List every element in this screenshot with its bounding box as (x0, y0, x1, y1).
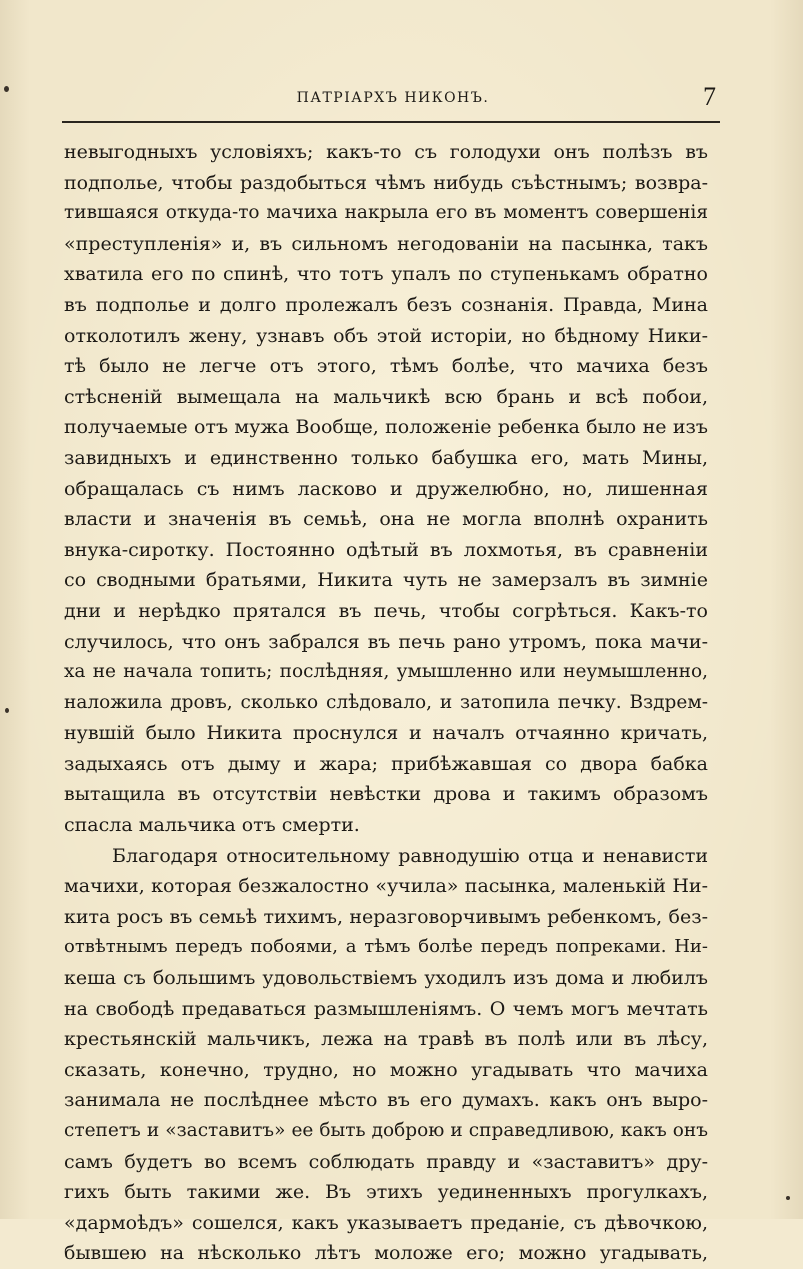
paragraph-end-line: спасла мальчика отъ смерти. (64, 814, 360, 837)
text-line: завидныхъ и единственно только бабушка его, мать Мины, (64, 446, 708, 469)
text-line: вытащила въ отсутствіи невѣстки дрова и такимъ образомъ (64, 783, 708, 806)
ink-spot (4, 86, 9, 92)
running-head-title: ПАТРІАРХЪ НИКОНЪ. (296, 90, 490, 106)
text-line: степетъ и «заставитъ» ее быть доброю и справедливою, какъ онъ (64, 1120, 708, 1141)
text-line: отвѣтнымъ передъ побоями, а тѣмъ болѣе передъ попреками. Ни- (64, 936, 708, 958)
header-rule (62, 121, 720, 123)
text-line: хватила его по спинѣ, что тотъ упалъ по ступенькамъ обратно (64, 263, 708, 286)
text-line: наложила дровъ, сколько слѣдовало, и затопила печку. Вздрем- (64, 691, 708, 713)
text-line: занимала не послѣднее мѣсто въ его думахъ. какъ онъ выро- (64, 1089, 708, 1112)
text-line: мачихи, которая безжалостно «учила» пасынка, маленькій Ни- (64, 875, 708, 898)
paragraph-start-line: Благодаря относительному равнодушію отца и ненависти (112, 844, 708, 867)
text-line: стѣсненій вымещала на мальчикѣ всю брань и всѣ побои, (64, 385, 708, 408)
text-line: задыхаясь отъ дыму и жара; прибѣжавшая со двора бабка (64, 752, 708, 775)
text-line: сказать, конечно, трудно, но можно угадывать что мачиха (64, 1058, 708, 1081)
text-line: нувшій было Никита проснулся и началъ отчаянно кричать, (64, 722, 708, 745)
text-line: тившаяся откуда-то мачиха накрыла его въ моментъ совершенія (64, 202, 708, 224)
ink-spot (786, 1196, 790, 1200)
text-line: кеша съ большимъ удовольствіемъ уходилъ изъ дома и любилъ (64, 967, 708, 990)
text-line: на свободѣ предаваться размышленіямъ. О чемъ могъ мечтать (64, 997, 708, 1020)
text-line: ха не начала топить; послѣдняя, умышленно или неумышленно, (64, 661, 708, 683)
text-line: внука-сиротку. Постоянно одѣтый въ лохмотья, въ сравненіи (64, 538, 708, 561)
text-line: бывшею на нѣсколько лѣтъ моложе его; можно угадывать, (64, 1242, 708, 1265)
text-line: со сводными братьями, Никита чуть не замерзалъ въ зимніе (64, 569, 708, 592)
text-line: гихъ быть такими же. Въ этихъ уединенныхъ прогулкахъ, (64, 1181, 708, 1204)
text-line: кита росъ въ семьѣ тихимъ, неразговорчивымъ ребенкомъ, без- (64, 905, 708, 928)
text-line: получаемые отъ мужа Вообще, положеніе ребенка было не изъ (64, 416, 708, 439)
text-line: власти и значенія въ семьѣ, она не могла вполнѣ охранить (64, 508, 708, 531)
text-line: дни и нерѣдко прятался въ печь, чтобы согрѣться. Какъ-то (64, 599, 708, 622)
text-line: обращалась съ нимъ ласково и дружелюбно, но, лишенная (64, 477, 708, 500)
text-line: отколотилъ жену, узнавъ объ этой исторіи, но бѣдному Ники- (64, 324, 708, 347)
text-line: случилось, что онъ забрался въ печь рано утромъ, пока мачи- (64, 630, 708, 653)
page-number: 7 (703, 82, 716, 111)
text-line: подполье, чтобы раздобыться чѣмъ нибудь съѣстнымъ; возвра- (64, 171, 708, 194)
running-head (68, 82, 718, 116)
body-text (64, 137, 708, 1269)
ink-spot (5, 708, 9, 713)
text-line: «дармоѣдъ» сошелся, какъ указываетъ преданіе, съ дѣвочкою, (64, 1211, 708, 1234)
text-line: «преступленія» и, въ сильномъ негодованіи на пасынка, такъ (64, 232, 708, 255)
text-line: тѣ было не легче отъ этого, тѣмъ болѣе, что мачиха безъ (64, 355, 708, 378)
text-line: невыгодныхъ условіяхъ; какъ-то съ голодухи онъ полѣзъ въ (64, 141, 708, 163)
text-line: самъ будетъ во всемъ соблюдать правду и «заставитъ» дру- (64, 1150, 708, 1173)
text-line: въ подполье и долго пролежалъ безъ сознанія. Правда, Мина (64, 293, 708, 316)
text-line: крестьянскій мальчикъ, лежа на травѣ въ полѣ или въ лѣсу, (64, 1028, 708, 1051)
